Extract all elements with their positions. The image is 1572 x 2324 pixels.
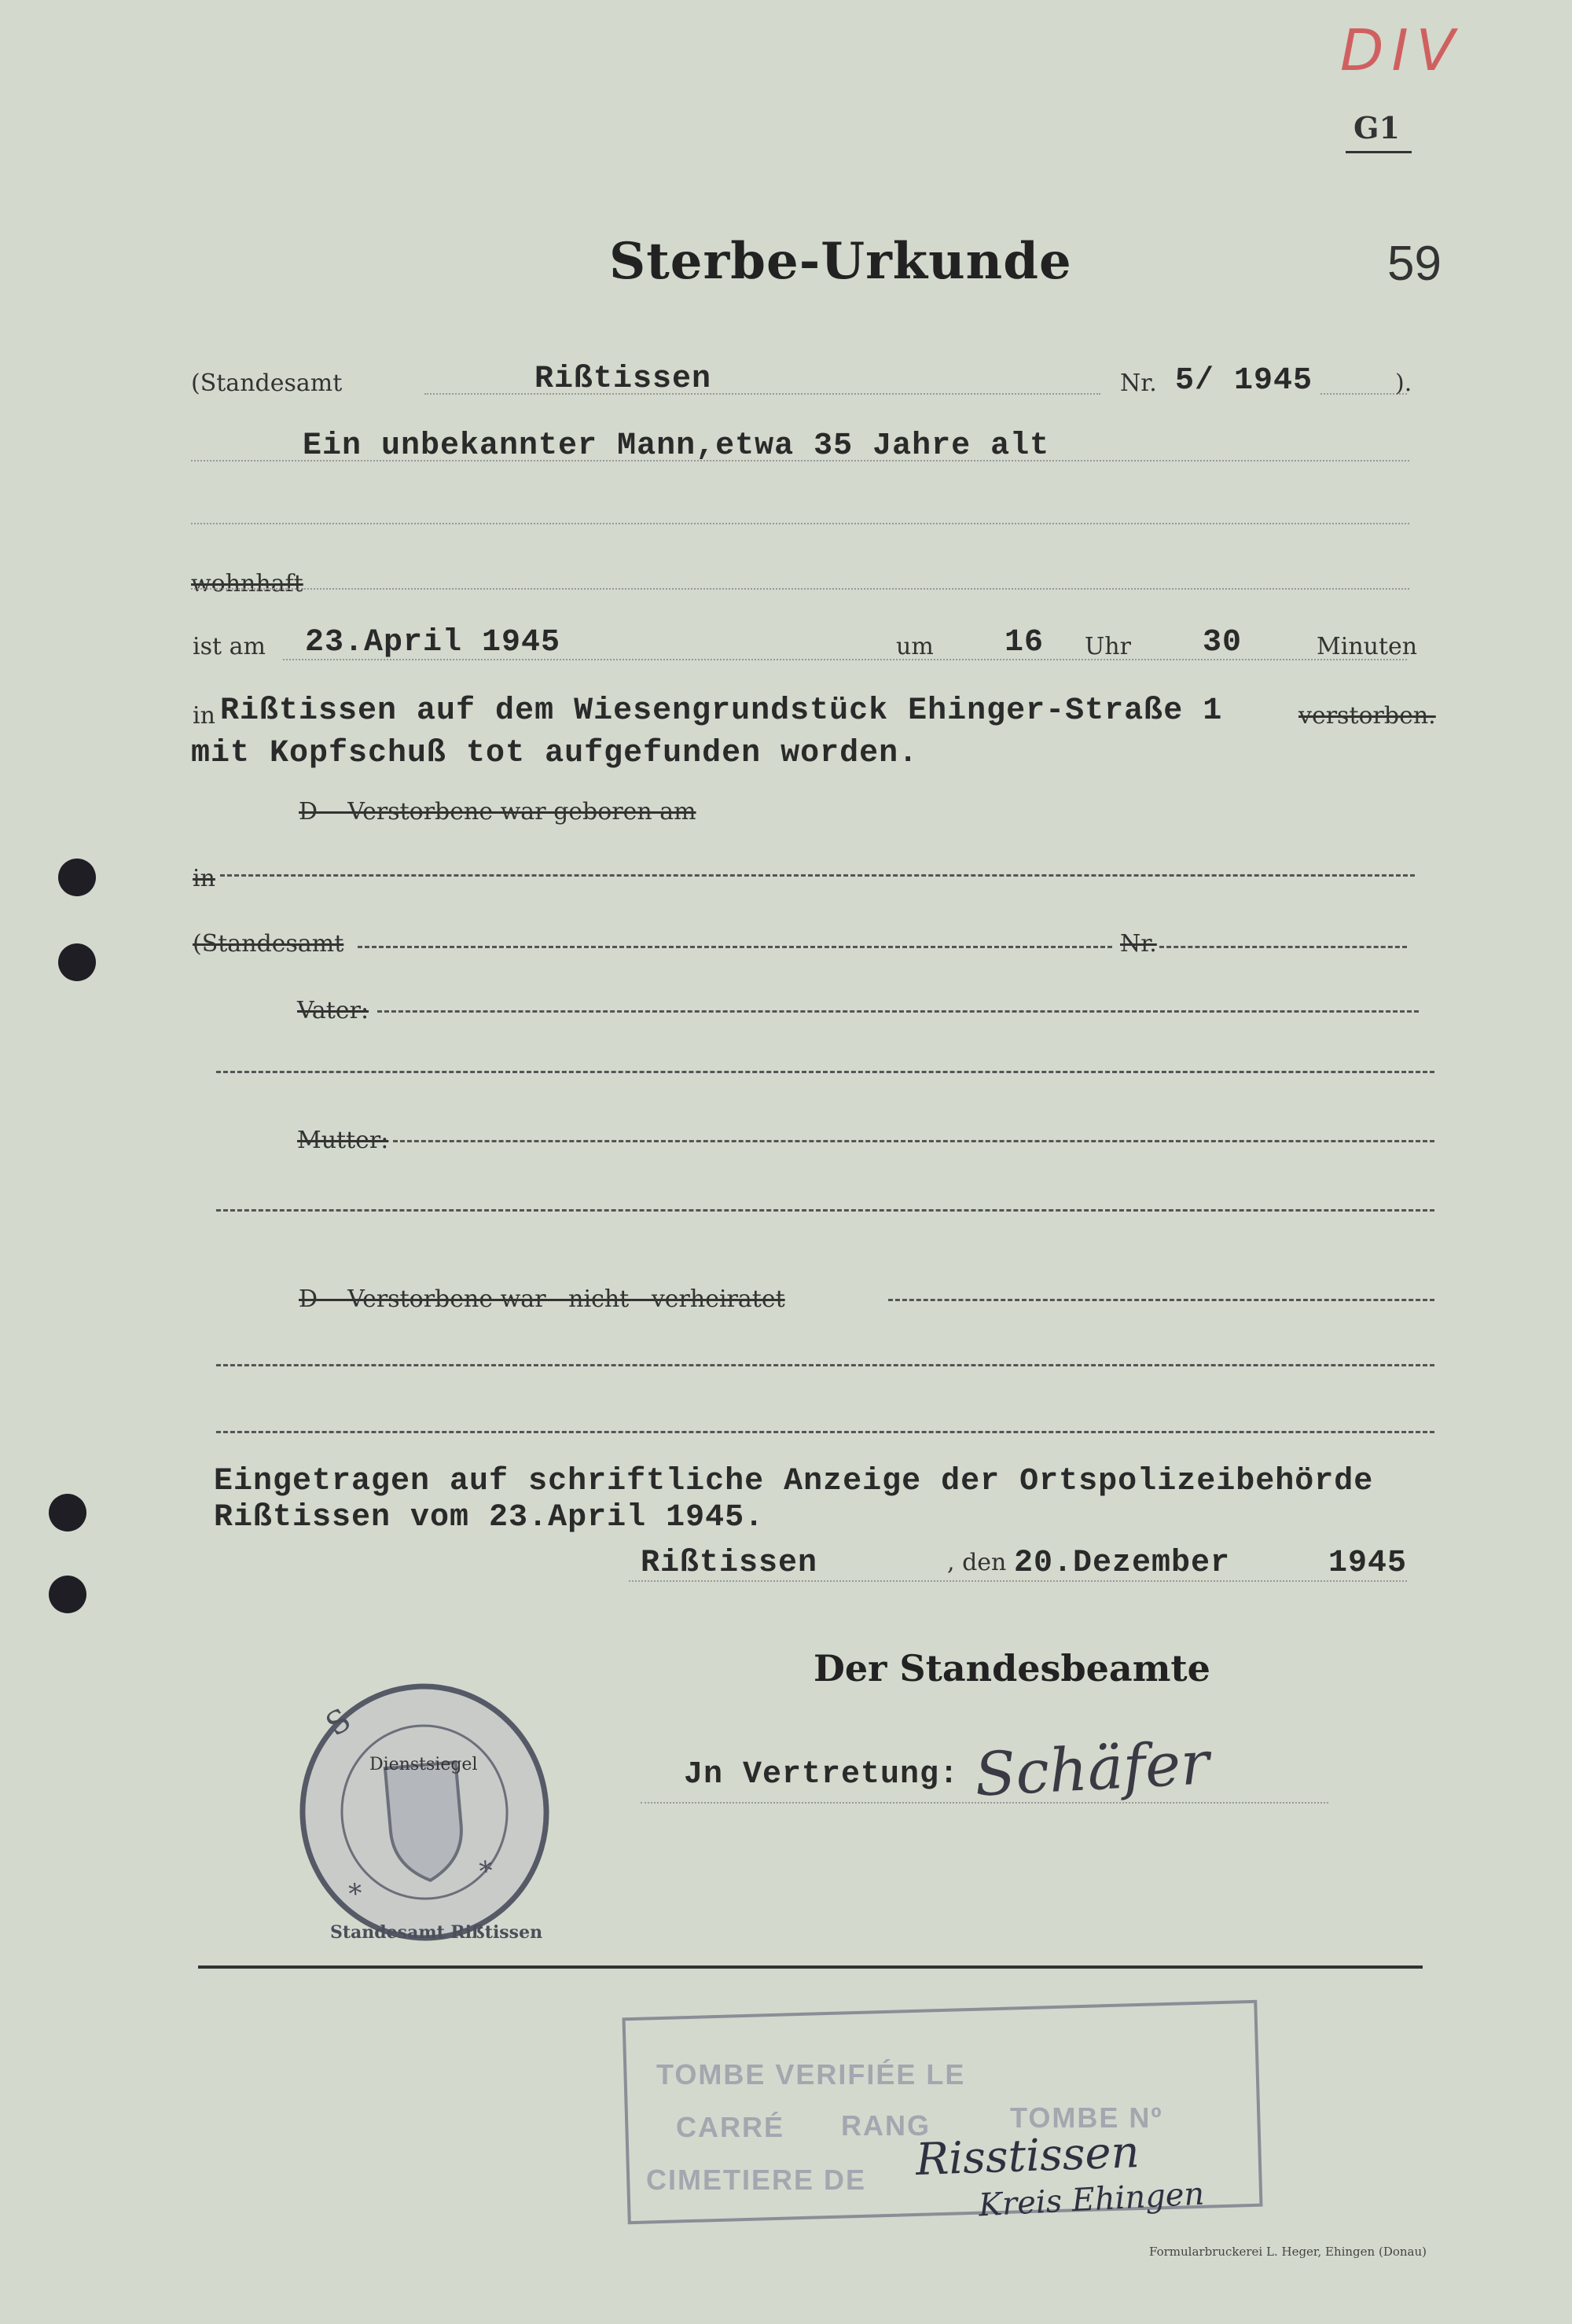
cancel-dash-line [393,1140,1434,1142]
stamp-handwritten-place: Risstissen [914,2127,1140,2186]
stamp-line-3: CIMETIERE DE [646,2164,867,2196]
uhr-label: Uhr [1085,633,1131,660]
cancel-dash-line [358,946,1112,948]
death-date: 23.April 1945 [305,625,561,660]
cancel-dash-line [220,874,1415,877]
cancel-dash-line [216,1071,1434,1073]
father-struck: Vater: [297,997,369,1024]
in-label: in [193,702,215,730]
printer-credit: Formularbruckerei L. Heger, Ehingen (Donau) [1149,2245,1427,2259]
fill-line [424,393,1100,395]
birth-nr-struck: Nr. [1120,930,1157,958]
fill-line [629,1580,1407,1582]
issue-year: 1945 [1328,1546,1408,1581]
seal-ring-text: Standesamt Rißtissen [330,1922,543,1943]
death-place: Rißtissen auf dem Wiesengrundstück Ehinger-Straße 1 [220,693,1223,729]
death-hour: 16 [1005,625,1045,660]
registry-close: ). [1395,370,1412,397]
fill-line [1320,393,1407,395]
issue-place: Rißtissen [641,1546,818,1581]
cancel-dash-line [1159,946,1407,948]
official-title: Der Standesbeamte [814,1647,1210,1690]
form-code: G1 [1353,110,1400,145]
registry-office-label: (Standesamt [191,370,343,397]
stamp-line-2b: RANG [841,2109,931,2142]
page-number: 59 [1387,237,1442,291]
registry-nr-label: Nr. [1120,370,1157,397]
entry-line-1: Eingetragen auf schriftliche Anzeige der Ortspolizeibehörde [214,1464,1374,1499]
registry-office-value: Rißtissen [534,362,712,397]
svg-text:*: * [478,1855,494,1888]
red-handwritten-mark: DIV [1340,17,1463,83]
residence-label: wohnhaft [191,570,303,598]
punch-hole [49,1494,86,1532]
fill-line [191,460,1409,461]
stamp-line-1: TOMBE VERIFIÉE LE [656,2058,966,2090]
page-title: Sterbe-Urkunde [609,232,1072,291]
entry-line-2: Rißtissen vom 23.April 1945. [214,1500,765,1535]
punch-hole [58,943,96,981]
punch-hole [49,1576,86,1613]
deputy-label: Jn Vertretung: [684,1757,960,1793]
official-seal [295,1675,554,1950]
birth-place-struck: in [193,865,215,892]
death-place-continued: mit Kopfschuß tot aufgefunden worden. [191,736,919,771]
den-label: , den [947,1549,1007,1576]
stamp-line-2a: CARRÉ [676,2111,785,2143]
verstorben-label: verstorben. [1298,702,1436,730]
death-minutes: 30 [1203,625,1243,660]
fill-line [191,523,1409,524]
stamp-handwritten-district: Kreis Ehingen [977,2175,1206,2224]
mother-struck: Mutter: [297,1127,389,1154]
deceased-name: Ein unbekannter Mann,etwa 35 Jahre alt [303,428,1050,464]
marital-status-struck: D Verstorbene war nicht verheiratet [299,1285,785,1313]
fill-line [283,659,1407,660]
svg-text:S: S [319,1701,358,1744]
birth-office-struck: (Standesamt [193,930,344,958]
fill-line [641,1802,1328,1804]
seal-center-text: Dienstsiegel [369,1755,478,1774]
cancel-dash-line [216,1209,1434,1212]
born-line-struck: D Verstorbene war geboren am [299,798,696,826]
form-code-underline [1346,151,1412,153]
cancel-dash-line [216,1364,1434,1366]
um-label: um [896,633,934,660]
cancel-dash-line [216,1431,1434,1433]
punch-hole [58,859,96,896]
fill-line [191,588,1409,590]
cancel-dash-line [888,1299,1434,1301]
svg-text:*: * [347,1877,364,1910]
signature: Schäfer [972,1727,1211,1810]
registry-nr-value: 5/ 1945 [1175,363,1313,399]
stamp-line-2c: TOMBE Nº [1010,2102,1163,2134]
separator-line [198,1965,1423,1969]
died-label: ist am [193,633,266,660]
cancel-dash-line [377,1010,1419,1013]
issue-date: 20.Dezember [1014,1546,1231,1581]
minuten-label: Minuten [1317,633,1418,660]
